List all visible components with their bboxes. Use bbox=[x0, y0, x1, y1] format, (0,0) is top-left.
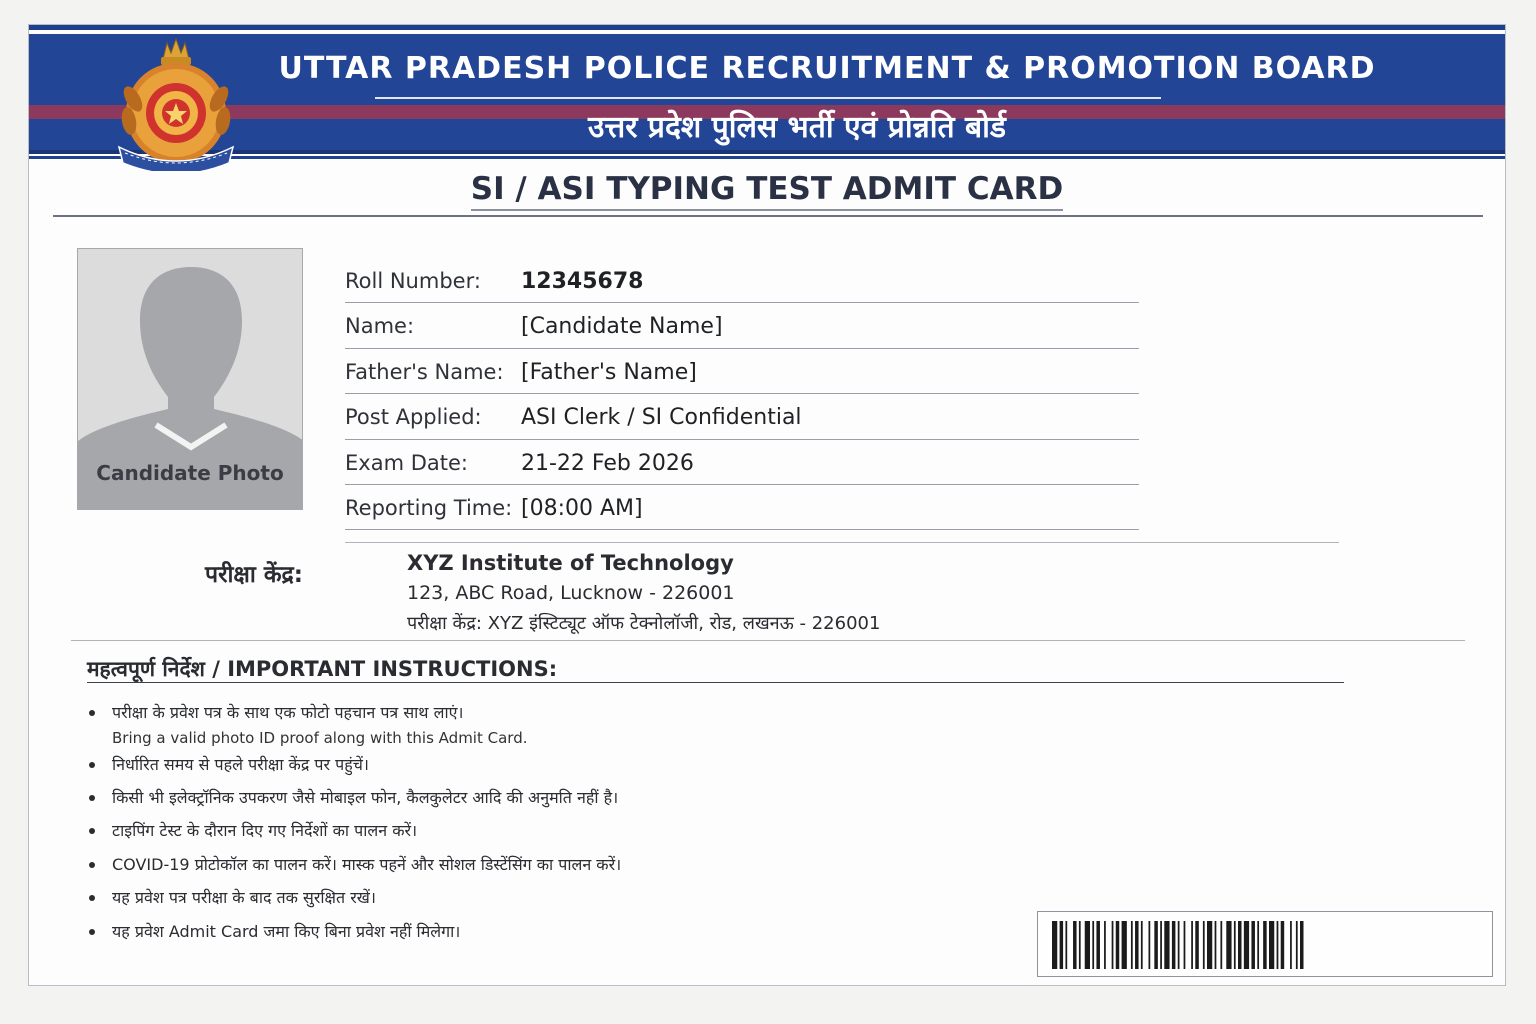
barcode-bar bbox=[1092, 921, 1094, 969]
barcode-bar bbox=[1164, 921, 1169, 969]
instruction-text: यह प्रवेश पत्र परीक्षा के बाद तक सुरक्षित रखें। bbox=[112, 888, 376, 907]
details-divider bbox=[345, 542, 1339, 543]
barcode-bar bbox=[1257, 921, 1259, 969]
admit-card bbox=[28, 24, 1506, 986]
detail-value: [08:00 AM] bbox=[521, 495, 643, 521]
detail-row-post-applied bbox=[345, 394, 1139, 439]
instructions-list bbox=[87, 701, 987, 953]
instruction-item bbox=[87, 786, 987, 819]
detail-label: Roll Number: bbox=[345, 269, 481, 293]
barcode-bar bbox=[1244, 921, 1249, 969]
instruction-text: टाइपिंग टेस्ट के दौरान दिए गए निर्देशों का पालन करें। bbox=[112, 821, 418, 840]
board-name-divider bbox=[375, 97, 1161, 99]
barcode-bar bbox=[1073, 921, 1077, 969]
barcode-bar bbox=[1220, 921, 1222, 969]
barcode-bar bbox=[1149, 921, 1151, 969]
barcode-bar bbox=[1277, 921, 1279, 969]
barcode-bar bbox=[1096, 921, 1100, 969]
exam-centre-label: परीक्षा केंद्र: bbox=[205, 562, 303, 588]
page-title-text: SI / ASI TYPING TEST ADMIT CARD bbox=[471, 171, 1063, 211]
instruction-item bbox=[87, 920, 987, 953]
barcode-bar bbox=[1154, 921, 1158, 969]
barcode-bar bbox=[1141, 921, 1143, 969]
detail-row-exam-date bbox=[345, 440, 1139, 485]
instructions-heading: महत्वपूर्ण निर्देश / IMPORTANT INSTRUCTIONS: bbox=[87, 657, 558, 681]
header-bottom-line bbox=[29, 156, 1505, 159]
instruction-text: यह प्रवेश Admit Card जमा किए बिना प्रवेश नहीं मिलेगा। bbox=[112, 922, 461, 941]
instruction-item bbox=[87, 886, 987, 920]
candidate-details bbox=[345, 258, 1139, 530]
barcode-bar bbox=[1079, 921, 1081, 969]
barcode-icon bbox=[1037, 911, 1493, 977]
page-title bbox=[29, 171, 1505, 207]
candidate-photo bbox=[77, 248, 303, 510]
instruction-text: COVID-19 प्रोटोकॉल का पालन करें। मास्क पहनें और सोशल डिस्टेंसिंग का पालन करें। bbox=[112, 855, 622, 874]
detail-label: Name: bbox=[345, 314, 415, 339]
instruction-item bbox=[87, 819, 987, 853]
detail-row-name bbox=[345, 303, 1139, 348]
detail-value: 21-22 Feb 2026 bbox=[521, 450, 694, 476]
instructions-heading-underline bbox=[87, 682, 1344, 683]
detail-row-roll-number bbox=[345, 258, 1139, 303]
detail-row-reporting-time bbox=[345, 485, 1139, 530]
barcode-bar bbox=[1052, 921, 1057, 969]
detail-row-father-name bbox=[345, 349, 1139, 394]
barcode-bar bbox=[1300, 921, 1304, 969]
barcode-bar bbox=[1191, 921, 1193, 969]
instruction-text: परीक्षा के प्रवेश पत्र के साथ एक फोटो पहचान पत्र साथ लाएं। bbox=[112, 703, 464, 722]
barcode-bar bbox=[1122, 921, 1127, 969]
barcode-bar bbox=[1135, 921, 1139, 969]
board-name-en: UTTAR PRADESH POLICE RECRUITMENT & PROMOTION BOARD bbox=[278, 51, 1376, 86]
barcode-bar bbox=[1263, 921, 1267, 969]
barcode-bar bbox=[1238, 921, 1242, 969]
barcode-bar bbox=[1112, 921, 1114, 969]
barcode-bar bbox=[1251, 921, 1255, 969]
exam-centre-address-hi: परीक्षा केंद्र: XYZ इंस्टिट्यूट ऑफ टेक्नोलॉजी, रोड, लखनऊ - 226001 bbox=[407, 613, 881, 634]
instruction-item bbox=[87, 853, 987, 886]
instruction-item bbox=[87, 701, 987, 753]
board-name-hi: उत्तर प्रदेश पुलिस भर्ती एवं प्रोन्नति बोर्ड bbox=[588, 110, 1006, 145]
barcode-bar bbox=[1195, 921, 1199, 969]
barcode-bar bbox=[1203, 921, 1205, 969]
exam-centre-address: 123, ABC Road, Lucknow - 226001 bbox=[407, 582, 735, 604]
barcode-bar bbox=[1290, 921, 1292, 969]
header-top-line bbox=[29, 25, 1505, 30]
barcode-bar bbox=[1281, 921, 1285, 969]
barcode-bar bbox=[1215, 921, 1217, 969]
detail-value: ASI Clerk / SI Confidential bbox=[521, 405, 802, 431]
barcode-bar bbox=[1178, 921, 1180, 969]
detail-value: 12345678 bbox=[521, 269, 644, 294]
candidate-photo-label: Candidate Photo bbox=[96, 461, 284, 485]
barcode-bar bbox=[1060, 921, 1064, 969]
barcode-bar bbox=[1172, 921, 1176, 969]
barcode-bar bbox=[1296, 921, 1298, 969]
barcode-bar bbox=[1184, 921, 1186, 969]
detail-value: [Father's Name] bbox=[521, 359, 697, 385]
title-divider bbox=[53, 215, 1483, 217]
barcode-bar bbox=[1116, 921, 1120, 969]
detail-label: Post Applied: bbox=[345, 405, 482, 430]
detail-label: Father's Name: bbox=[345, 359, 504, 384]
instruction-text: निर्धारित समय से पहले परीक्षा केंद्र पर पहुंचें। bbox=[112, 755, 369, 774]
instruction-subtext: Bring a valid photo ID proof along with this Admit Card. bbox=[112, 729, 528, 747]
exam-centre-name: XYZ Institute of Technology bbox=[407, 551, 734, 575]
barcode-bar bbox=[1104, 921, 1106, 969]
barcode-bar bbox=[1160, 921, 1162, 969]
detail-label: Exam Date: bbox=[345, 450, 468, 475]
barcode-bar bbox=[1234, 921, 1236, 969]
barcode-bar bbox=[1226, 921, 1231, 969]
instruction-text: किसी भी इलेक्ट्रॉनिक उपकरण जैसे मोबाइल फोन, कैलकुलेटर आदि की अनुमति नहीं है। bbox=[112, 788, 619, 807]
instructions-top-divider bbox=[71, 640, 1465, 641]
detail-label: Reporting Time: bbox=[345, 495, 513, 520]
barcode-bar bbox=[1065, 921, 1067, 969]
barcode-bar bbox=[1131, 921, 1133, 969]
barcode-bar bbox=[1269, 921, 1274, 969]
detail-value: [Candidate Name] bbox=[521, 314, 723, 340]
barcode-bar bbox=[1085, 921, 1090, 969]
instruction-item bbox=[87, 753, 987, 786]
barcode-bar bbox=[1207, 921, 1212, 969]
